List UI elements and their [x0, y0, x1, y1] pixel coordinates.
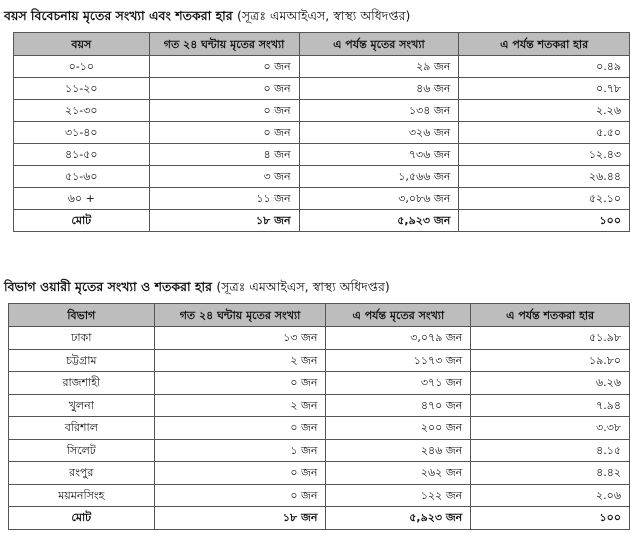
header-total-deaths: এ পর্যন্ত মৃতের সংখ্যা [299, 33, 459, 56]
label-cell: রাজশাহী [9, 372, 155, 395]
table-row [9, 417, 630, 440]
table-row [14, 100, 630, 122]
total-deaths-cell: ১,৫৬৬ জন [299, 166, 459, 188]
deaths-24h-cell: ০ জন [154, 372, 326, 395]
deaths-24h-cell: ১৮ জন [154, 507, 326, 530]
deaths-24h-cell: ০ জন [154, 484, 326, 507]
total-deaths-cell: ২০০ জন [326, 417, 471, 440]
header-division: বিভাগ [9, 304, 155, 327]
total-deaths-cell: ৫,৯২৩ জন [299, 210, 459, 232]
percentage-cell: ১০০ [459, 210, 630, 232]
age-table-header-row [14, 33, 630, 56]
percentage-cell: ৩.৩৮ [471, 417, 630, 440]
label-cell: ৫১-৬০ [14, 166, 150, 188]
table-row [14, 122, 630, 144]
percentage-cell: ৭.৯৪ [471, 394, 630, 417]
percentage-cell: ৫১.৯৮ [471, 327, 630, 350]
label-cell: ৪১-৫০ [14, 144, 150, 166]
age-table-body [14, 56, 630, 232]
table-row [9, 462, 630, 485]
age-table-source: (সূত্রঃ এমআইএস, স্বাস্থ্য অধিদপ্তর) [237, 8, 411, 23]
header-deaths-24h: গত ২৪ ঘন্টায় মৃতের সংখ্যা [149, 33, 299, 56]
division-table-body [9, 327, 630, 530]
percentage-cell: ১২.৪৩ [459, 144, 630, 166]
total-deaths-cell: ৫,৯২৩ জন [326, 507, 471, 530]
total-deaths-cell: ৩৭১ জন [326, 372, 471, 395]
table-row [9, 394, 630, 417]
division-total-row [9, 507, 630, 530]
total-deaths-cell: ৪৭০ জন [326, 394, 471, 417]
table-row [9, 327, 630, 350]
percentage-cell: ০.৪৯ [459, 56, 630, 78]
division-death-table [8, 303, 630, 530]
label-cell: ময়মনসিংহ [9, 484, 155, 507]
label-cell: সিলেট [9, 439, 155, 462]
deaths-24h-cell: ১৩ জন [154, 327, 326, 350]
division-table-header-row [9, 304, 630, 327]
percentage-cell: ২৬.৪৪ [459, 166, 630, 188]
age-table-caption [4, 8, 410, 28]
label-cell: মোট [9, 507, 155, 530]
header-total-deaths: এ পর্যন্ত মৃতের সংখ্যা [326, 304, 471, 327]
total-deaths-cell: ২৪৬ জন [326, 439, 471, 462]
total-deaths-cell: ৩,০৭৯ জন [326, 327, 471, 350]
table-row [14, 166, 630, 188]
deaths-24h-cell: ১৮ জন [149, 210, 299, 232]
deaths-24h-cell: ২ জন [154, 349, 326, 372]
percentage-cell: ১০০ [471, 507, 630, 530]
deaths-24h-cell: ০ জন [149, 100, 299, 122]
total-deaths-cell: ৭৩৬ জন [299, 144, 459, 166]
age-death-table [13, 32, 630, 232]
label-cell: ০-১০ [14, 56, 150, 78]
deaths-24h-cell: ১১ জন [149, 188, 299, 210]
label-cell: চট্টগ্রাম [9, 349, 155, 372]
label-cell: মোট [14, 210, 150, 232]
table-row [9, 439, 630, 462]
label-cell: রংপুর [9, 462, 155, 485]
percentage-cell: ২.২৬ [459, 100, 630, 122]
division-table-title: বিভাগ ওয়ারী মৃতের সংখ্যা ও শতকরা হার [4, 279, 213, 294]
table-row [14, 188, 630, 210]
label-cell: ২১-৩০ [14, 100, 150, 122]
division-table-caption [4, 279, 390, 299]
age-table-title: বয়স বিবেচনায় মৃতের সংখ্যা এবং শতকরা হার [4, 8, 233, 23]
total-deaths-cell: ৪৬ জন [299, 78, 459, 100]
table-row [14, 56, 630, 78]
percentage-cell: ৪.১৫ [471, 439, 630, 462]
total-deaths-cell: ২৬২ জন [326, 462, 471, 485]
table-row [9, 484, 630, 507]
total-deaths-cell: ৩,০৮৬ জন [299, 188, 459, 210]
division-table-source: (সূত্রঃ এমআইএস, স্বাস্থ্য অধিদপ্তর) [216, 279, 390, 294]
percentage-cell: ৫.৫০ [459, 122, 630, 144]
label-cell: ৬০ + [14, 188, 150, 210]
deaths-24h-cell: ২ জন [154, 394, 326, 417]
table-row [14, 78, 630, 100]
total-deaths-cell: ১২২ জন [326, 484, 471, 507]
deaths-24h-cell: ০ জন [149, 56, 299, 78]
table-row [9, 349, 630, 372]
deaths-24h-cell: ০ জন [154, 462, 326, 485]
percentage-cell: ০.৭৮ [459, 78, 630, 100]
total-deaths-cell: ১১৭৩ জন [326, 349, 471, 372]
label-cell: খুলনা [9, 394, 155, 417]
header-deaths-24h: গত ২৪ ঘন্টায় মৃতের সংখ্যা [154, 304, 326, 327]
percentage-cell: ৫২.১০ [459, 188, 630, 210]
percentage-cell: ৪.৪২ [471, 462, 630, 485]
total-deaths-cell: ১৩৪ জন [299, 100, 459, 122]
total-deaths-cell: ৩২৬ জন [299, 122, 459, 144]
label-cell: ১১-২০ [14, 78, 150, 100]
deaths-24h-cell: ০ জন [149, 122, 299, 144]
percentage-cell: ২.০৬ [471, 484, 630, 507]
age-total-row [14, 210, 630, 232]
header-age: বয়স [14, 33, 150, 56]
deaths-24h-cell: ০ জন [154, 417, 326, 440]
deaths-24h-cell: ৩ জন [149, 166, 299, 188]
table-row [9, 372, 630, 395]
label-cell: ৩১-৪০ [14, 122, 150, 144]
table-row [14, 144, 630, 166]
deaths-24h-cell: ৪ জন [149, 144, 299, 166]
percentage-cell: ৬.২৬ [471, 372, 630, 395]
header-percentage: এ পর্যন্ত শতকরা হার [459, 33, 630, 56]
total-deaths-cell: ২৯ জন [299, 56, 459, 78]
deaths-24h-cell: ০ জন [149, 78, 299, 100]
header-percentage: এ পর্যন্ত শতকরা হার [471, 304, 630, 327]
label-cell: ঢাকা [9, 327, 155, 350]
label-cell: বরিশাল [9, 417, 155, 440]
percentage-cell: ১৯.৮০ [471, 349, 630, 372]
deaths-24h-cell: ১ জন [154, 439, 326, 462]
